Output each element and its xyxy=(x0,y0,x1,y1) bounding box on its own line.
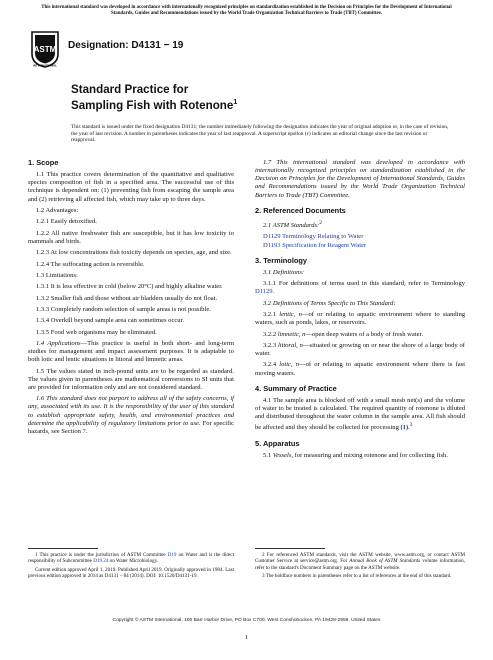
para-1-2-4: 1.2.4 The suffocating action is reversible. xyxy=(36,260,145,268)
para-3-2-3 xyxy=(255,342,465,358)
para-3-2-3-num: 3.2.3 xyxy=(263,341,278,349)
section-7-link[interactable]: 7 xyxy=(82,427,86,435)
ref-d1193[interactable] xyxy=(255,242,465,250)
summary-heading: 4. Summary of Practice xyxy=(255,383,337,393)
para-2-1 xyxy=(255,219,465,230)
ref-d1129[interactable] xyxy=(255,233,465,241)
para-1-2-1: 1.2.1 Easily detoxified. xyxy=(36,218,97,226)
def-littoral: —situated or growing on or near the shore of a large body of water. xyxy=(255,341,465,358)
para-1-3: 1.3 Limitations: xyxy=(36,271,78,279)
astm-logo xyxy=(29,30,61,68)
para-3-2-1 xyxy=(255,311,465,327)
footnote-2-text-b: volume information, refer to the standard's Document Summary page on the ASTM website. xyxy=(255,558,465,571)
para-1-5: 1.5 The values stated in inch-pound units are to be regarded as standard. The values given in parentheses are mathematical conversions to SI units that are provided for information only and are not considered standard. xyxy=(28,367,234,391)
apparatus-heading: 5. Apparatus xyxy=(255,438,300,448)
para-3-2-4 xyxy=(255,361,465,377)
para-1-6-end: . xyxy=(85,427,88,435)
para-1-3-1: 1.3.1 It is less effective in cold (below 20°C) and highly alkaline water. xyxy=(36,283,223,291)
footnote-2-text-a: 2 For referenced ASTM standards, visit the ASTM website, www.astm.org, or contact ASTM Customer Service at service@astm.org. For xyxy=(255,552,465,565)
designation: Designation: D4131 − 19 xyxy=(68,40,184,51)
footnote-1-text-a: 1 This practice is under the jurisdiction of ASTM Committee xyxy=(35,552,168,558)
para-1-1: 1.1 This practice covers determination of the quantitative and qualitative species composition of fish in a specified area. The successful use of this technique is dependent on: (1) preventing fish from escaping the sample area and (2) retrieving all affected fish, which may take up to three days. xyxy=(28,171,234,203)
para-1-3-3: 1.3.3 Completely random selection of sample areas is not possible. xyxy=(36,305,211,313)
footnote-rule-left xyxy=(28,548,98,549)
term-lentic: lentic, n xyxy=(279,311,302,319)
term-littoral: littoral, n xyxy=(277,341,303,349)
para-3-2: 3.2 Definitions of Terms Specific to This Standard: xyxy=(263,299,396,307)
footnote-1 xyxy=(28,552,234,565)
page-number: 1 xyxy=(244,634,249,641)
para-4-1-sup: 3 xyxy=(409,422,413,429)
logo-text: ASTM xyxy=(33,45,57,54)
footnotes-right xyxy=(255,548,465,582)
para-1-6-safety: 1.6 This standard does not purport to address all of the safety concerns, if any, associated with its use. It is the responsibility of the user of this standard to establish appropriate safety, health, and environmental practices and determine the applicability of regulatory limitations prior to use. xyxy=(28,395,234,427)
para-1-4-label: 1.4 Applications xyxy=(36,339,81,347)
ref-d1193-code[interactable]: D1193 xyxy=(263,241,281,249)
ref-d1193-title[interactable]: Specification for Reagent Water xyxy=(280,241,367,249)
para-1-2-3: 1.2.3 At low concentrations fish toxicity depends on species, age, and size. xyxy=(36,249,232,257)
committee-d19-link[interactable]: D19 xyxy=(167,552,177,558)
footnote-1-text-c: on Water Microbiology. xyxy=(108,558,159,565)
def-lotic: —of or relating to aquatic environment where there is fast moving waters. xyxy=(255,361,466,377)
para-4-1-text: 4.1 The sample area is blocked off with a small mesh net(s) and the volume of water to be treated is calculated. The required quantity of rotenone is diluted and distributed throughout the water column in the sample area. All fish should be affected and they should be collected for processing xyxy=(255,396,465,432)
terminology-heading: 3. Terminology xyxy=(255,255,308,265)
tbt-notice: This international standard was developed in accordance with internationally recognized principles on standardization established in the Decision on Principles for the Development of International Standards, Guides and Recommendations issued by the World Trade Organization Technical Barriers to Trade (TBT) Committee. xyxy=(41,5,452,17)
para-4-1 xyxy=(255,397,465,433)
term-lotic: lotic, n xyxy=(279,361,300,369)
para-5-1-text: for measuring and mixing rotenone and for collecting fish. xyxy=(293,451,448,459)
term-vessels: Vessels, xyxy=(272,451,294,459)
def-limnetic: —open deep waters of a body of fresh water. xyxy=(305,330,423,338)
footnote-1-text-b: on Water and is the direct responsibility of Subcommittee xyxy=(28,552,234,565)
def-lentic: —of or relating to aquatic environment where to standing waters, such as ponds, lakes, or reservoirs. xyxy=(255,311,466,327)
para-1-2: 1.2 Advantages: xyxy=(36,206,79,214)
footnote-2 xyxy=(255,552,465,571)
title-line-2: Sampling Fish with Rotenone xyxy=(71,99,234,113)
footnote-3: 3 The boldface numbers in parentheses refer to a list of references at the end of this standard. xyxy=(262,573,452,580)
document-title xyxy=(71,83,237,113)
d1129-link[interactable]: D1129 xyxy=(255,288,273,296)
para-1-6-text: For specific hazards, see Section xyxy=(28,419,234,435)
right-column xyxy=(255,159,465,463)
scope-heading: 1. Scope xyxy=(28,158,59,167)
para-1-2-2: 1.2.2 All native freshwater fish are susceptible, but it has low toxicity to mammals and birds. xyxy=(28,229,234,245)
para-4-1-end: . xyxy=(408,424,410,432)
para-1-3-4: 1.3.4 Overkill beyond sample area can sometimes occur. xyxy=(36,317,184,325)
left-column xyxy=(28,159,234,439)
title-footnote-mark: 1 xyxy=(233,99,238,107)
footnote-2-annual-book: Annual Book of ASTM Standards xyxy=(349,558,421,565)
para-1-6 xyxy=(28,395,234,436)
logo-subtext: INTERNATIONAL xyxy=(32,63,58,68)
para-2-1-sup: 2 xyxy=(319,219,322,226)
para-1-4 xyxy=(28,340,234,364)
subcommittee-d19-24-link[interactable]: D19.24 xyxy=(93,558,109,565)
para-1-3-2: 1.3.2 Smaller fish and those without air bladders usually do not float. xyxy=(36,294,218,302)
para-1-3-5: 1.3.5 Food web organisms may be eliminated. xyxy=(36,328,157,336)
para-3-2-2 xyxy=(255,331,465,339)
title-line-1: Standard Practice for xyxy=(71,83,189,96)
para-5-1 xyxy=(255,452,465,460)
footnote-1-edition: Current edition approved April 1, 2019. Published April 2019. Originally approved in 1984. Last previous edition approved in 2014 as D4131 – 84 (2014). DOI: 10.1520/D4131-19. xyxy=(28,567,234,580)
para-3-2-2-num: 3.2.2 xyxy=(263,330,278,338)
footnote-rule-right xyxy=(255,548,325,549)
para-3-1-1 xyxy=(255,280,465,296)
para-3-2-1-num: 3.2.1 xyxy=(263,311,280,319)
para-2-1-text: 2.1 ASTM Standards: xyxy=(263,222,320,230)
para-3-1-1-text: 3.1.1 For definitions of terms used in this standard, refer to Terminology xyxy=(263,280,465,288)
ref-d1129-code[interactable]: D1129 xyxy=(263,233,281,241)
referenced-documents-heading: 2. Referenced Documents xyxy=(255,205,346,215)
reference-1-link[interactable]: (1) xyxy=(400,424,409,432)
para-3-2-4-num: 3.2.4 xyxy=(263,361,280,369)
para-3-1: 3.1 Definitions: xyxy=(263,268,305,276)
ref-d1129-title[interactable]: Terminology Relating to Water xyxy=(280,233,364,241)
para-1-4-text: —This practice is useful in both short- and long-term studies for management and impact assessment purposes. It is adaptable to both lotic and lentic situations in littoral and limnetic areas. xyxy=(28,339,234,364)
para-5-1-num: 5.1 xyxy=(263,451,273,459)
para-3-1-1-end: . xyxy=(272,288,275,296)
issued-note: This standard is issued under the fixed designation D4131; the number immediately following the designation indicates the year of original adoption or, in the case of revision, the year of last revision. A number in parentheses indicates the year of last reapproval. A superscript epsilon (ε) indicates an editorial change since the last revision or reapproval. xyxy=(71,124,449,144)
term-limnetic: limnetic, n xyxy=(277,330,306,338)
footnotes-left xyxy=(28,548,234,582)
para-1-7: 1.7 This international standard was developed in accordance with internationally recognized principles on standardization established in the Decision on Principles for the Development of International Standards, Guides and Recommendations issued by the World Trade Organization Technical Barriers to Trade (TBT) Committee. xyxy=(255,159,465,199)
copyright-line: Copyright © ASTM International, 100 Barr Harbor Drive, PO Box C700, West Conshohocken, PA 19428-2959. United States xyxy=(112,618,381,623)
